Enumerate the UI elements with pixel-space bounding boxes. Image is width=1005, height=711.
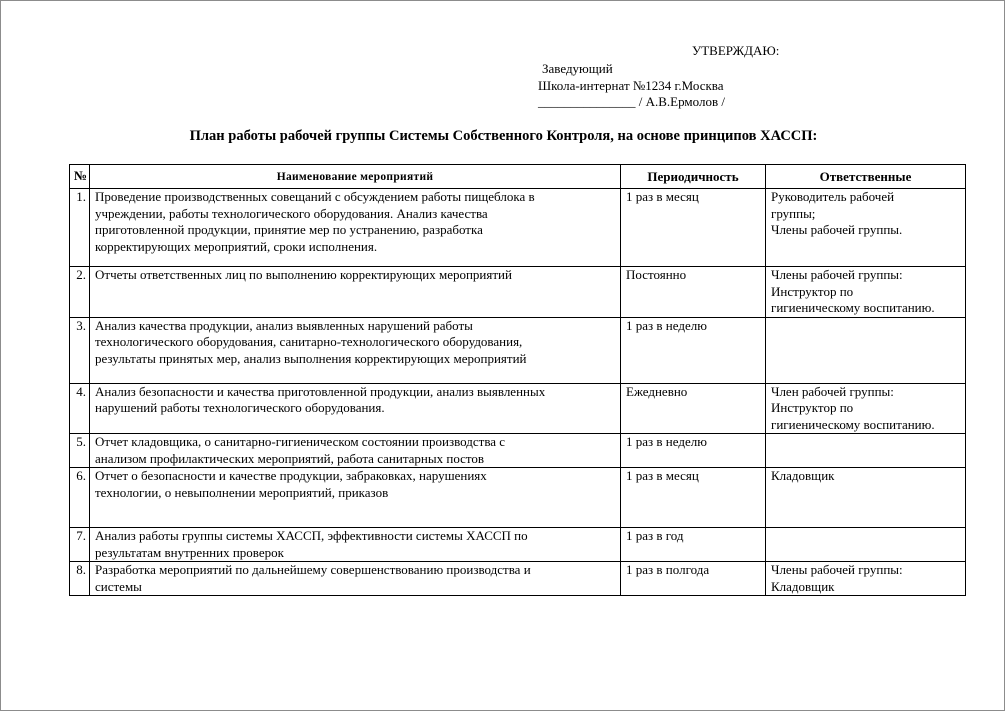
activity-name: Отчет о безопасности и качестве продукции, забраковках, нарушениях технологии, о невыполнении мероприятий, приказов <box>90 468 621 528</box>
activity-period: Постоянно <box>621 267 766 318</box>
approver-signature-line: _______________ / А.В.Ермолов / <box>538 94 725 109</box>
activity-name: Разработка мероприятий по дальнейшему совершенствованию производства и системы <box>90 562 621 596</box>
activity-responsible: Член рабочей группы: Инструктор по гигиеническому воспитанию. <box>766 383 966 434</box>
column-header-name: Наименование мероприятий <box>90 165 621 189</box>
table-row <box>70 528 966 562</box>
activity-responsible: Члены рабочей группы: Инструктор по гигиеническому воспитанию. <box>766 267 966 318</box>
column-header-responsible: Ответственные <box>766 165 966 189</box>
activity-name: Анализ качества продукции, анализ выявленных нарушений работы технологического оборудования, санитарно-технологического оборудования, результаты принятых мер, анализ выполнения корректирующих мероприятий <box>90 317 621 383</box>
row-number: 7. <box>70 528 90 562</box>
column-header-period: Периодичность <box>621 165 766 189</box>
row-number: 4. <box>70 383 90 434</box>
activity-period: 1 раз в месяц <box>621 189 766 267</box>
activity-responsible <box>766 528 966 562</box>
activity-responsible <box>766 317 966 383</box>
activity-name: Отчет кладовщика, о санитарно-гигиеническом состоянии производства с анализом профилактических мероприятий, работа санитарных постов <box>90 434 621 468</box>
activity-name: Проведение производственных совещаний с обсуждением работы пищеблока в учреждении, работы технологического оборудования. Анализ качества приготовленной продукции, принятие мер по устранению, разработка корректирующих мероприятий, сроки исполнения. <box>90 189 621 267</box>
activity-responsible: Руководитель рабочей группы; Члены рабочей группы. <box>766 189 966 267</box>
activity-name: Анализ работы группы системы ХАССП, эффективности системы ХАССП по результатам внутренних проверок <box>90 528 621 562</box>
row-number: 2. <box>70 267 90 318</box>
activity-responsible: Кладовщик <box>766 468 966 528</box>
table-row <box>70 434 966 468</box>
table-row <box>70 562 966 596</box>
activity-period: 1 раз в месяц <box>621 468 766 528</box>
approve-stamp: УТВЕРЖДАЮ: <box>692 43 780 58</box>
activity-period: 1 раз в год <box>621 528 766 562</box>
row-number: 3. <box>70 317 90 383</box>
activity-responsible: Члены рабочей группы: Кладовщик <box>766 562 966 596</box>
activity-period: Ежедневно <box>621 383 766 434</box>
row-number: 6. <box>70 468 90 528</box>
plan-table <box>69 164 966 596</box>
table-row <box>70 383 966 434</box>
activity-name: Отчеты ответственных лиц по выполнению корректирующих мероприятий <box>90 267 621 318</box>
document-title: План работы рабочей группы Системы Собственного Контроля, на основе принципов ХАССП: <box>189 128 818 144</box>
table-row <box>70 267 966 318</box>
table-header-row <box>70 165 966 189</box>
approver-position: Заведующий <box>542 61 613 76</box>
table-row <box>70 189 966 267</box>
row-number: 8. <box>70 562 90 596</box>
row-number: 5. <box>70 434 90 468</box>
table-row <box>70 468 966 528</box>
activity-period: 1 раз в неделю <box>621 317 766 383</box>
table-row <box>70 317 966 383</box>
activity-name: Анализ безопасности и качества приготовленной продукции, анализ выявленных нарушений работы технологического оборудования. <box>90 383 621 434</box>
activity-period: 1 раз в неделю <box>621 434 766 468</box>
activity-responsible <box>766 434 966 468</box>
activity-period: 1 раз в полгода <box>621 562 766 596</box>
column-header-num: № <box>70 165 90 189</box>
row-number: 1. <box>70 189 90 267</box>
approver-organization: Школа-интернат №1234 г.Москва <box>538 78 724 93</box>
